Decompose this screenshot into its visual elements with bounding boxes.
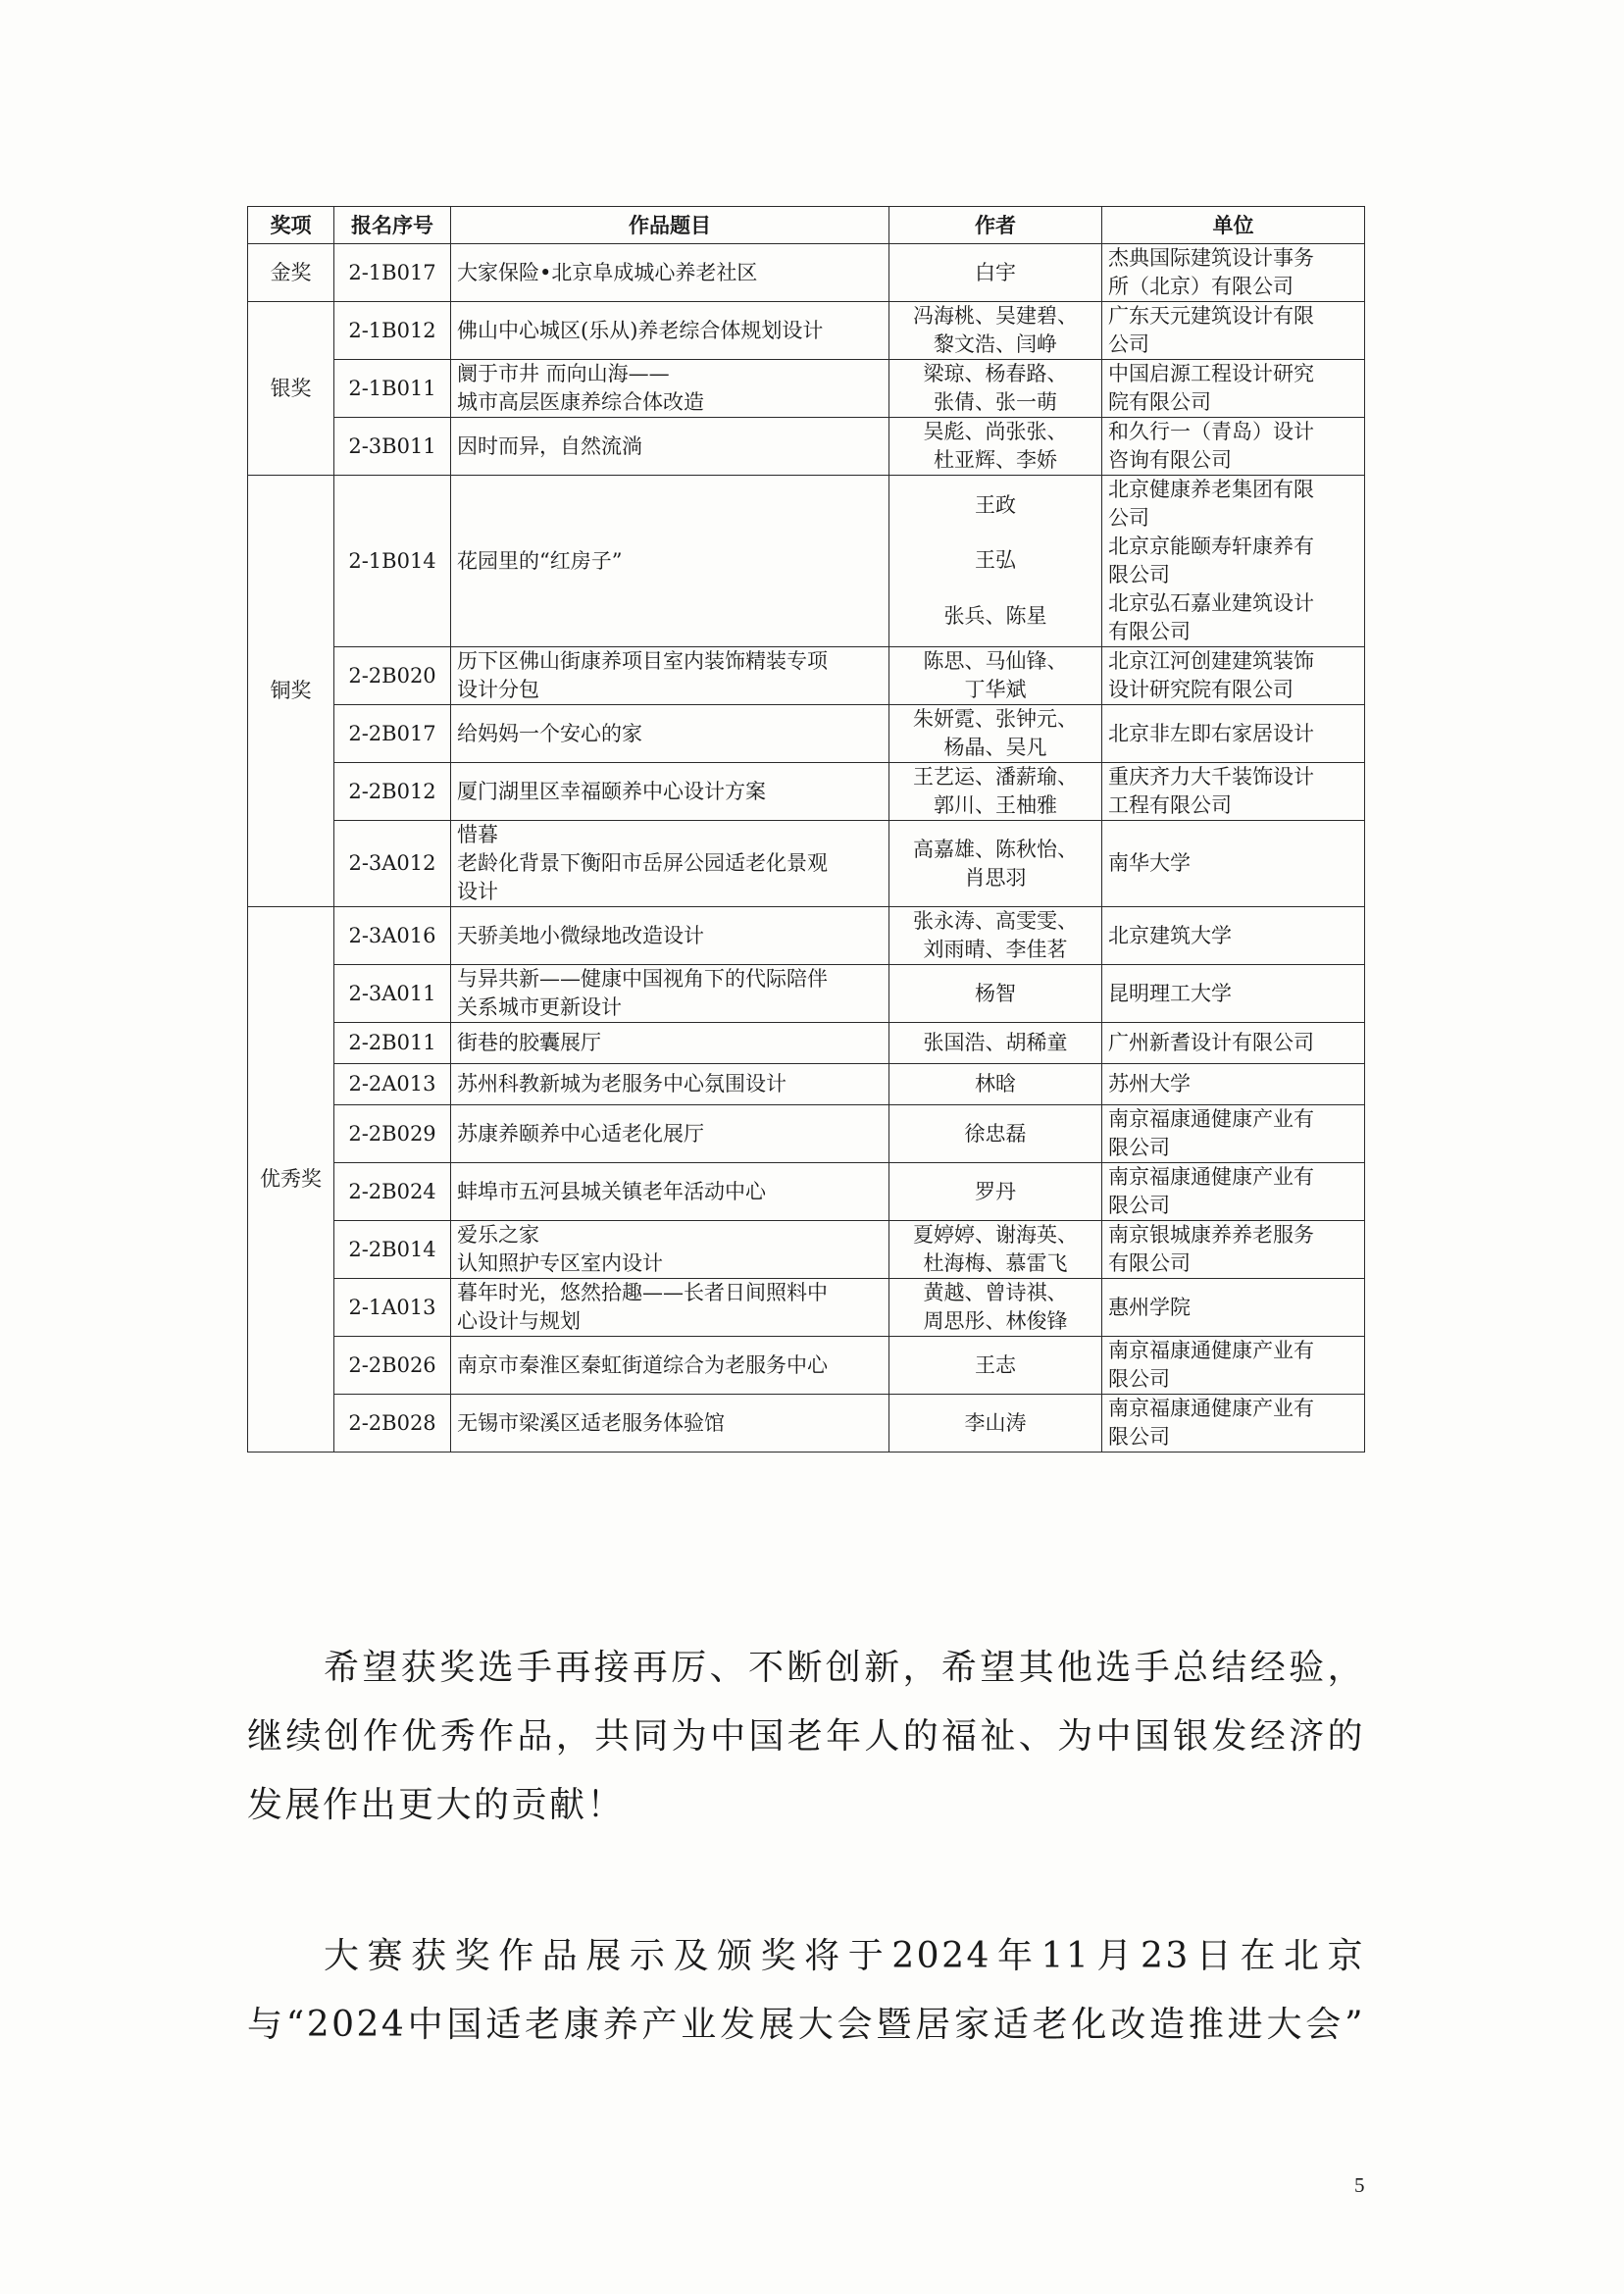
authors-list xyxy=(895,478,1095,644)
entry-number-cell: 2-2B028 xyxy=(334,1395,451,1453)
authors-cell: 白宇 xyxy=(889,244,1102,302)
table-row xyxy=(248,907,1365,965)
entry-number-cell: 2-2B011 xyxy=(334,1023,451,1064)
organization-cell: 北京非左即右家居设计 xyxy=(1102,705,1365,763)
entry-number-cell: 2-1B011 xyxy=(334,360,451,418)
table-row xyxy=(248,476,1365,647)
header-authors: 作者 xyxy=(889,207,1102,244)
authors-cell: 张国浩、胡稀童 xyxy=(889,1023,1102,1064)
entry-number-cell: 2-1B014 xyxy=(334,476,451,647)
authors-cell: 罗丹 xyxy=(889,1163,1102,1221)
organization-cell: 重庆齐力大千装饰设计 工程有限公司 xyxy=(1102,763,1365,821)
organization-cell: 南京银城康养养老服务 有限公司 xyxy=(1102,1221,1365,1279)
authors-cell: 林晗 xyxy=(889,1064,1102,1105)
authors-cell: 张永涛、高雯雯、 刘雨晴、李佳茗 xyxy=(889,907,1102,965)
organization-cell: 南京福康通健康产业有 限公司 xyxy=(1102,1105,1365,1163)
table-row xyxy=(248,1023,1365,1064)
work-title-cell: 厦门湖里区幸福颐养中心设计方案 xyxy=(451,763,889,821)
authors-cell: 杨智 xyxy=(889,965,1102,1023)
table-row xyxy=(248,965,1365,1023)
entry-number-cell: 2-3A012 xyxy=(334,821,451,907)
award-level-cell: 优秀奖 xyxy=(248,907,334,1453)
entry-number-cell: 2-3A016 xyxy=(334,907,451,965)
authors-cell: 李山涛 xyxy=(889,1395,1102,1453)
table-row xyxy=(248,360,1365,418)
award-level-cell: 金奖 xyxy=(248,244,334,302)
entry-number-cell: 2-3B011 xyxy=(334,418,451,476)
entry-number-cell: 2-2B026 xyxy=(334,1337,451,1395)
awards-table xyxy=(247,206,1365,1453)
header-unit: 单位 xyxy=(1102,207,1365,244)
table-row xyxy=(248,1064,1365,1105)
work-title-cell: 历下区佛山街康养项目室内装饰精装专项 设计分包 xyxy=(451,647,889,705)
work-title-cell: 大家保险•北京阜成城心养老社区 xyxy=(451,244,889,302)
table-row xyxy=(248,1163,1365,1221)
work-title-cell: 天骄美地小微绿地改造设计 xyxy=(451,907,889,965)
organization-cell: 北京江河创建建筑装饰 设计研究院有限公司 xyxy=(1102,647,1365,705)
table-row xyxy=(248,1221,1365,1279)
work-title-cell: 阛于市井 而向山海—— 城市高层医康养综合体改造 xyxy=(451,360,889,418)
entry-number-cell: 2-2B020 xyxy=(334,647,451,705)
work-title-cell: 蚌埠市五河县城关镇老年活动中心 xyxy=(451,1163,889,1221)
work-title-cell: 因时而异，自然流淌 xyxy=(451,418,889,476)
entry-number-cell: 2-2B014 xyxy=(334,1221,451,1279)
organization-cell: 昆明理工大学 xyxy=(1102,965,1365,1023)
work-title-cell: 佛山中心城区(乐从)养老综合体规划设计 xyxy=(451,302,889,360)
award-level-cell: 银奖 xyxy=(248,302,334,476)
table-row xyxy=(248,647,1365,705)
entry-number-cell: 2-1B017 xyxy=(334,244,451,302)
organization-cell: 南京福康通健康产业有 限公司 xyxy=(1102,1163,1365,1221)
authors-cell: 高嘉雄、陈秋怡、 肖思羽 xyxy=(889,821,1102,907)
table-row xyxy=(248,1395,1365,1453)
work-title-cell: 南京市秦淮区秦虹街道综合为老服务中心 xyxy=(451,1337,889,1395)
work-title-cell: 暮年时光，悠然拾趣——长者日间照料中 心设计与规划 xyxy=(451,1279,889,1337)
organization-cell: 惠州学院 xyxy=(1102,1279,1365,1337)
authors-cell: 冯海桃、吴建碧、 黎文浩、闫峥 xyxy=(889,302,1102,360)
entry-number-cell: 2-1A013 xyxy=(334,1279,451,1337)
entry-number-cell: 2-3A011 xyxy=(334,965,451,1023)
organization-cell: 杰典国际建筑设计事务 所（北京）有限公司 xyxy=(1102,244,1365,302)
work-title-cell: 给妈妈一个安心的家 xyxy=(451,705,889,763)
organization-cell: 和久行一（青岛）设计 咨询有限公司 xyxy=(1102,418,1365,476)
work-title-cell: 苏康养颐养中心适老化展厅 xyxy=(451,1105,889,1163)
authors-cell: 吴彪、尚张张、 杜亚辉、李娇 xyxy=(889,418,1102,476)
entry-number-cell: 2-2B029 xyxy=(334,1105,451,1163)
authors-cell: 陈思、马仙锋、 丁华斌 xyxy=(889,647,1102,705)
author-name: 王弘 xyxy=(975,548,1016,573)
organization-cell: 北京健康养老集团有限 公司 北京京能颐寿轩康养有 限公司 北京弘石嘉业建筑设计 有限公司 xyxy=(1102,476,1365,647)
header-entry-no: 报名序号 xyxy=(334,207,451,244)
organization-cell: 南华大学 xyxy=(1102,821,1365,907)
work-title-cell: 惜暮 老龄化背景下衡阳市岳屏公园适老化景观 设计 xyxy=(451,821,889,907)
work-title-cell: 苏州科教新城为老服务中心氛围设计 xyxy=(451,1064,889,1105)
authors-cell xyxy=(889,476,1102,647)
organization-cell: 苏州大学 xyxy=(1102,1064,1365,1105)
page-number: 5 xyxy=(1354,2173,1365,2197)
entry-number-cell: 2-2A013 xyxy=(334,1064,451,1105)
work-title-cell: 无锡市梁溪区适老服务体验馆 xyxy=(451,1395,889,1453)
header-award: 奖项 xyxy=(248,207,334,244)
table-row xyxy=(248,763,1365,821)
work-title-cell: 与异共新——健康中国视角下的代际陪伴 关系城市更新设计 xyxy=(451,965,889,1023)
table-row xyxy=(248,1337,1365,1395)
table-row xyxy=(248,1105,1365,1163)
authors-cell: 王志 xyxy=(889,1337,1102,1395)
authors-cell: 黄越、曾诗祺、 周思彤、林俊锋 xyxy=(889,1279,1102,1337)
work-title-cell: 街巷的胶囊展厅 xyxy=(451,1023,889,1064)
organization-cell: 南京福康通健康产业有 限公司 xyxy=(1102,1395,1365,1453)
table-header-row xyxy=(248,207,1365,244)
header-title: 作品题目 xyxy=(451,207,889,244)
authors-cell: 王艺运、潘薪瑜、 郭川、王柚雅 xyxy=(889,763,1102,821)
table-row xyxy=(248,418,1365,476)
table-row xyxy=(248,821,1365,907)
table-row xyxy=(248,302,1365,360)
ceremony-paragraph: 大赛获奖作品展示及颁奖将于2024年11月23日在北京与“2024中国适老康养产业发展大会暨居家适老化改造推进大会” xyxy=(247,1936,1365,2045)
work-title-cell: 花园里的“红房子” xyxy=(451,476,889,647)
table-row xyxy=(248,1279,1365,1337)
authors-cell: 梁琼、杨春路、 张倩、张一萌 xyxy=(889,360,1102,418)
organization-cell: 中国启源工程设计研究 院有限公司 xyxy=(1102,360,1365,418)
authors-cell: 徐忠磊 xyxy=(889,1105,1102,1163)
author-name: 王政 xyxy=(975,492,1016,517)
table-row xyxy=(248,705,1365,763)
work-title-cell: 爱乐之家 认知照护专区室内设计 xyxy=(451,1221,889,1279)
entry-number-cell: 2-2B012 xyxy=(334,763,451,821)
award-level-cell: 铜奖 xyxy=(248,476,334,907)
authors-cell: 夏婷婷、谢海英、 杜海梅、慕雷飞 xyxy=(889,1221,1102,1279)
entry-number-cell: 2-1B012 xyxy=(334,302,451,360)
table-row xyxy=(248,244,1365,302)
organization-cell: 广东天元建筑设计有限 公司 xyxy=(1102,302,1365,360)
organization-cell: 北京建筑大学 xyxy=(1102,907,1365,965)
author-name: 张兵、陈星 xyxy=(943,604,1047,629)
entry-number-cell: 2-2B017 xyxy=(334,705,451,763)
organization-cell: 广州新耆设计有限公司 xyxy=(1102,1023,1365,1064)
closing-paragraph: 希望获奖选手再接再厉、不断创新，希望其他选手总结经验，继续创作优秀作品，共同为中国老年人的福祉、为中国银发经济的发展作出更大的贡献！ xyxy=(247,1648,1365,1825)
entry-number-cell: 2-2B024 xyxy=(334,1163,451,1221)
organization-cell: 南京福康通健康产业有 限公司 xyxy=(1102,1337,1365,1395)
authors-cell: 朱妍霓、张钟元、 杨晶、吴凡 xyxy=(889,705,1102,763)
